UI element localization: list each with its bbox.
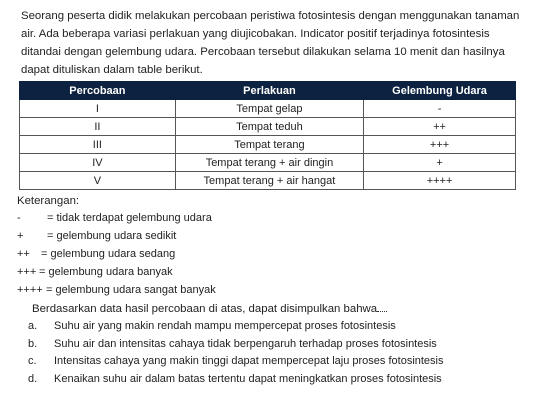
table-row xyxy=(20,118,516,136)
option-letter: a. xyxy=(28,320,38,332)
table-header-row xyxy=(20,82,516,100)
table-row xyxy=(20,100,516,118)
table-row xyxy=(20,136,516,154)
cell-perlakuan: Tempat terang + air dingin xyxy=(175,154,363,172)
table-row xyxy=(20,172,516,190)
cell-percobaan: IV xyxy=(20,154,176,172)
legend-symbol: - xyxy=(17,212,21,224)
cell-gelembung: - xyxy=(364,100,516,118)
intro-paragraph: Seorang peserta didik melakukan percobaan peristiwa fotosintesis dengan menggunakan tanaman air. Ada beberapa variasi perlakuan yang diujicobakan. Indicator positif terjadinya fotosintesis ditandai dengan gelembung udara. Percobaan tersebut dilakukan selama 10 menit dan hasilnya dapat dituliskan dalam table berikut. xyxy=(21,10,520,76)
option-text: Kenaikan suhu air dalam batas tertentu dapat meningkatkan proses fotosintesis xyxy=(54,372,442,385)
cell-perlakuan: Tempat terang xyxy=(175,136,363,154)
option-a xyxy=(28,318,528,336)
legend-text: = tidak terdapat gelembung udara xyxy=(47,212,212,224)
legend-symbol: +++ xyxy=(17,266,37,278)
legend-item xyxy=(17,263,437,281)
cell-perlakuan: Tempat teduh xyxy=(175,118,363,136)
legend-text: = gelembung udara sedang xyxy=(41,248,176,260)
cell-perlakuan: Tempat terang + air hangat xyxy=(175,172,363,190)
legend-text: = gelembung udara sangat banyak xyxy=(46,284,216,296)
option-text: Suhu air dan intensitas cahaya tidak berpengaruh terhadap proses fotosintesis xyxy=(54,337,437,350)
option-c xyxy=(28,353,528,371)
legend-item xyxy=(17,227,437,245)
legend-item xyxy=(17,245,437,263)
experiment-table xyxy=(19,81,516,190)
option-letter: c. xyxy=(28,355,37,367)
cell-gelembung: ++++ xyxy=(364,172,516,190)
question-stem xyxy=(32,301,387,315)
option-letter: d. xyxy=(28,372,38,385)
option-text: Suhu air yang makin rendah mampu mempercepat proses fotosintesis xyxy=(54,320,396,332)
legend-item xyxy=(17,281,437,299)
cell-gelembung: + xyxy=(364,154,516,172)
cell-percobaan: II xyxy=(20,118,176,136)
cell-percobaan: III xyxy=(20,136,176,154)
cell-gelembung: ++ xyxy=(364,118,516,136)
cell-percobaan: V xyxy=(20,172,176,190)
legend-title: Keterangan: xyxy=(17,195,80,207)
option-text: Intensitas cahaya yang makin tinggi dapat mempercepat laju proses fotosintesis xyxy=(54,355,444,367)
cell-percobaan: I xyxy=(20,100,176,118)
cell-gelembung: +++ xyxy=(364,136,516,154)
header-gelembung-udara: Gelembung Udara xyxy=(364,82,516,100)
option-b xyxy=(28,336,528,354)
legend-symbol: ++ xyxy=(17,248,30,260)
legend-item xyxy=(17,209,437,227)
answer-options xyxy=(28,318,528,388)
legend-text: = gelembung udara sedikit xyxy=(47,230,177,242)
header-perlakuan: Perlakuan xyxy=(175,82,363,100)
legend-symbol: + xyxy=(17,230,24,242)
legend-symbol: ++++ xyxy=(17,284,43,296)
table-row xyxy=(20,154,516,172)
legend-text: = gelembung udara banyak xyxy=(39,266,173,278)
cell-perlakuan: Tempat gelap xyxy=(175,100,363,118)
question-text: Berdasarkan data hasil percobaan di atas, dapat disimpulkan bahwa xyxy=(32,303,378,315)
answer-blank xyxy=(377,301,387,312)
legend-list xyxy=(17,209,437,299)
header-percobaan: Percobaan xyxy=(20,82,176,100)
option-letter: b. xyxy=(28,337,38,350)
option-d xyxy=(28,371,528,389)
